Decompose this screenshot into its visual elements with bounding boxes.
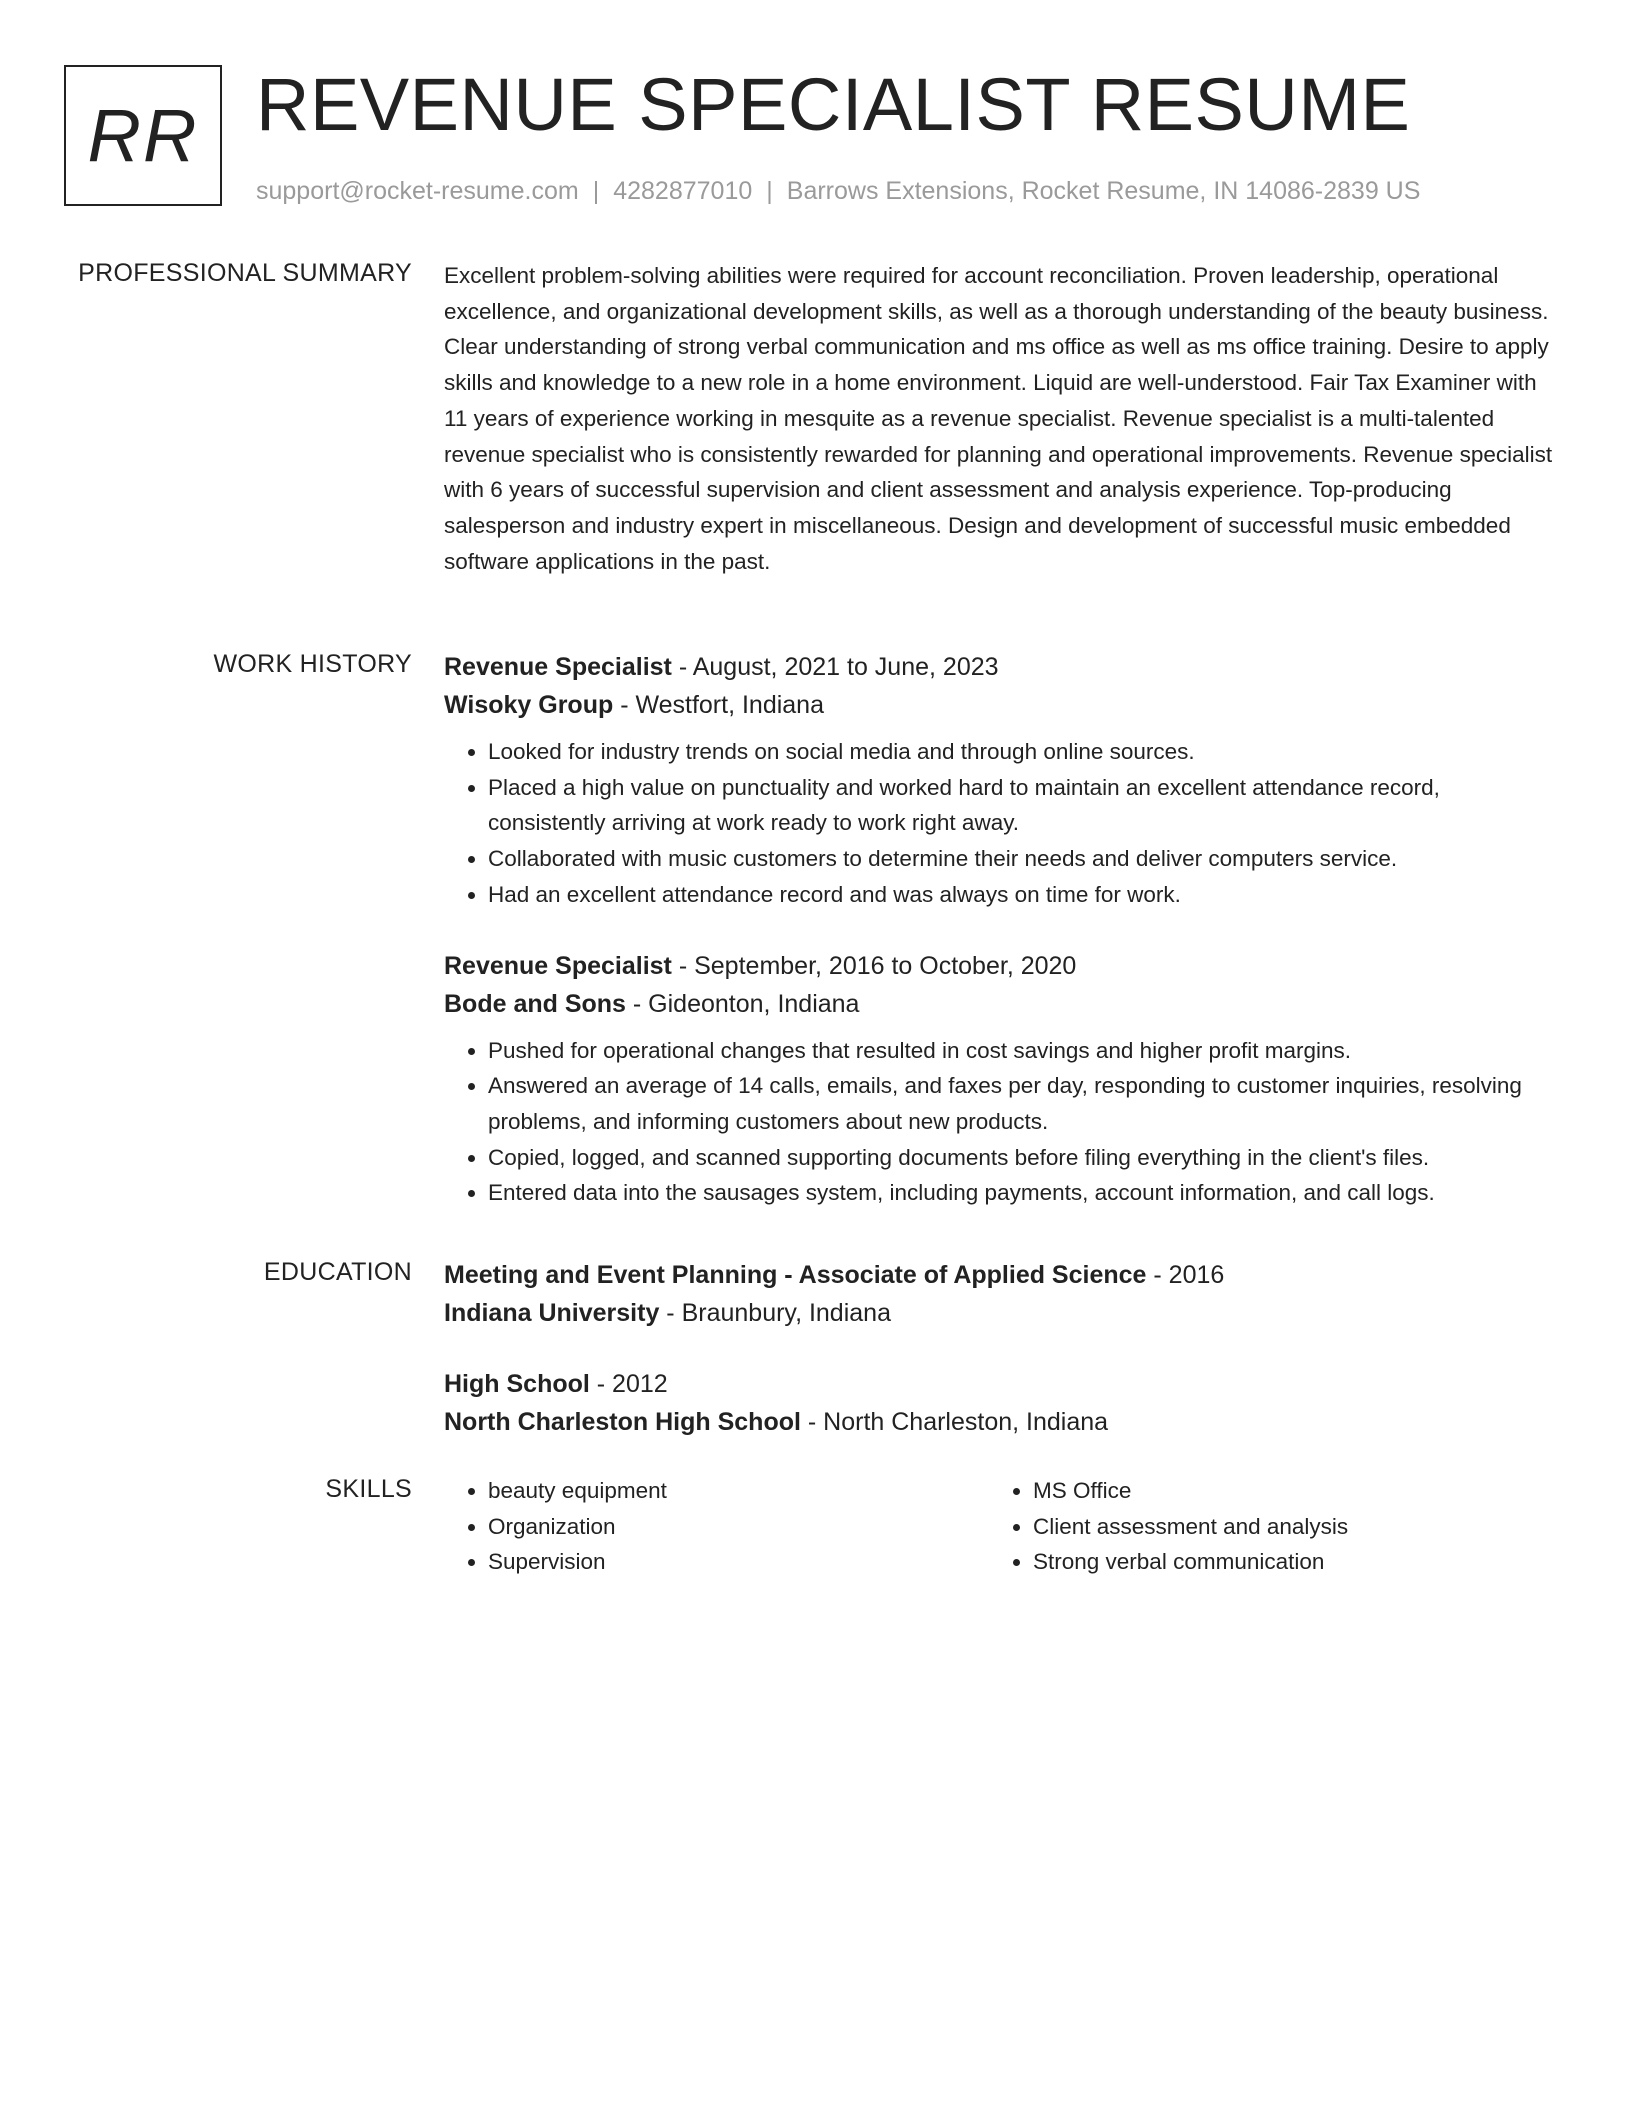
job-bullet: • Collaborated with music customers to determine their needs and deliver computers service. bbox=[488, 841, 1554, 877]
job-entry bbox=[444, 648, 1554, 913]
contact-separator: | bbox=[766, 177, 773, 205]
contact-separator: | bbox=[592, 177, 600, 205]
job-title: Revenue Specialist bbox=[444, 951, 672, 980]
job-title-line bbox=[444, 648, 1554, 686]
education-degree-line bbox=[444, 1365, 1554, 1403]
job-bullet: • Copied, logged, and scanned supporting documents before filing everything in the client's files. bbox=[488, 1140, 1554, 1176]
education-entry bbox=[444, 1365, 1554, 1441]
education-school-line bbox=[444, 1403, 1554, 1441]
job-entry bbox=[444, 947, 1554, 1212]
summary-text: Excellent problem-solving abilities were required for account reconciliation. Proven leadership, operational excellence, and organizational development skills, as well as a thorough understanding of the beauty business. Clear understanding of strong verbal communication and ms office as well as ms office training. Desire to apply skills and knowledge to a new role in a home environment. Liquid are well-understood. Fair Tax Examiner with 11 years of experience working in mesquite as a revenue specialist. Revenue specialist is a multi-talented revenue specialist who is consistently rewarded for planning and operational improvements. Revenue specialist with 6 years of successful supervision and client assessment and analysis experience. Top-producing salesperson and industry expert in miscellaneous. Design and development of successful music embedded software applications in the past. bbox=[444, 263, 1553, 574]
education-degree-line bbox=[444, 1256, 1554, 1294]
page-title: REVENUE SPECIALIST RESUME bbox=[256, 63, 1411, 146]
skills-list-left bbox=[444, 1473, 667, 1580]
job-company: Wisoky Group bbox=[444, 691, 614, 719]
skill-item: • Strong verbal communication bbox=[1033, 1544, 1348, 1580]
job-bullet: • Placed a high value on punctuality and worked hard to maintain an excellent attendance record, consistently arriving at work ready to work right away. bbox=[488, 770, 1554, 841]
monogram-logo: RR bbox=[64, 65, 222, 206]
resume-header bbox=[64, 65, 1584, 210]
job-title-line bbox=[444, 947, 1554, 985]
education-school-line bbox=[444, 1294, 1554, 1332]
education-year: - 2012 bbox=[589, 1370, 668, 1398]
education-entry bbox=[444, 1256, 1554, 1332]
contact-line bbox=[256, 175, 1420, 207]
job-company-line bbox=[444, 686, 1554, 724]
job-bullet: • Entered data into the sausages system, including payments, account information, and call logs. bbox=[488, 1175, 1554, 1211]
summary-heading: PROFESSIONAL SUMMARY bbox=[78, 259, 412, 287]
job-bullet: • Had an excellent attendance record and was always on time for work. bbox=[488, 877, 1554, 913]
job-bullet: • Pushed for operational changes that resulted in cost savings and higher profit margins. bbox=[488, 1033, 1554, 1069]
skills-heading: SKILLS bbox=[325, 1475, 412, 1503]
skill-item: • beauty equipment bbox=[488, 1473, 667, 1509]
job-company-line bbox=[444, 985, 1554, 1023]
education-school: North Charleston High School bbox=[444, 1408, 801, 1436]
job-company: Bode and Sons bbox=[444, 989, 626, 1018]
education-location: - Braunbury, Indiana bbox=[659, 1299, 891, 1327]
job-dates: - September, 2016 to October, 2020 bbox=[671, 951, 1077, 980]
skill-item: • MS Office bbox=[1033, 1473, 1348, 1509]
contact-phone: 4282877010 bbox=[613, 177, 753, 205]
education-year: - 2016 bbox=[1146, 1261, 1225, 1289]
contact-email: support@rocket-resume.com bbox=[256, 177, 579, 205]
job-dates: - August, 2021 to June, 2023 bbox=[671, 653, 999, 681]
education-degree: Meeting and Event Planning - Associate of Applied Science bbox=[444, 1261, 1147, 1289]
job-title: Revenue Specialist bbox=[444, 653, 672, 681]
job-bullets bbox=[444, 1033, 1554, 1212]
job-bullet: • Looked for industry trends on social media and through online sources. bbox=[488, 734, 1554, 770]
skill-item: • Client assessment and analysis bbox=[1033, 1509, 1348, 1545]
job-location: - Westfort, Indiana bbox=[613, 691, 824, 719]
skill-item: • Organization bbox=[488, 1509, 667, 1545]
job-location: - Gideonton, Indiana bbox=[625, 989, 860, 1018]
summary-body bbox=[444, 258, 1554, 579]
work-history-body bbox=[444, 648, 1554, 1211]
education-school: Indiana University bbox=[444, 1299, 660, 1327]
skills-list-right bbox=[989, 1473, 1348, 1580]
education-heading: EDUCATION bbox=[263, 1258, 412, 1286]
education-body bbox=[444, 1256, 1554, 1441]
skill-item: • Supervision bbox=[488, 1544, 667, 1580]
job-bullet: • Answered an average of 14 calls, emails, and faxes per day, responding to customer inquiries, resolving problems, and informing customers about new products. bbox=[488, 1068, 1554, 1139]
work-history-heading: WORK HISTORY bbox=[213, 650, 412, 678]
job-bullets bbox=[444, 734, 1554, 913]
education-degree: High School bbox=[444, 1370, 590, 1398]
contact-address: Barrows Extensions, Rocket Resume, IN 14086-2839 US bbox=[786, 177, 1421, 205]
education-location: - North Charleston, Indiana bbox=[800, 1408, 1109, 1436]
